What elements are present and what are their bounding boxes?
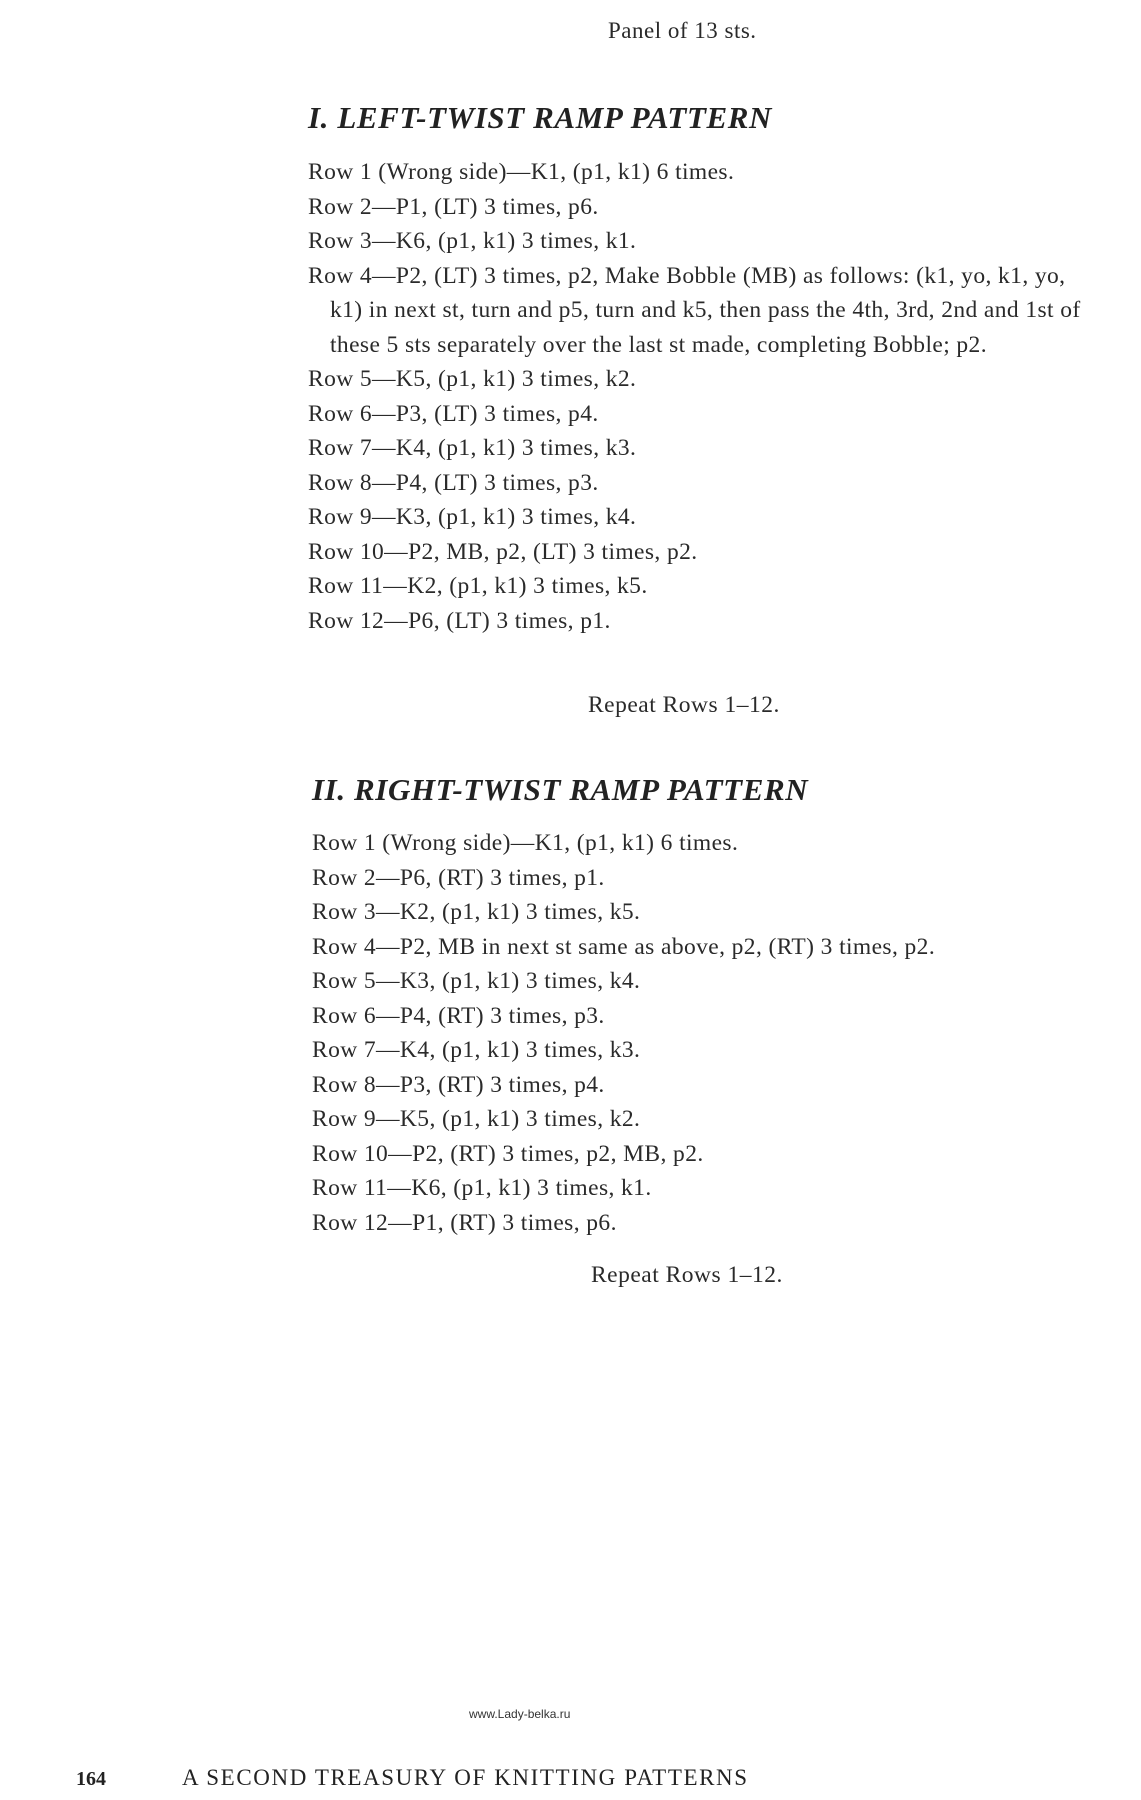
pattern-row: Row 7—K4, (p1, k1) 3 times, k3. xyxy=(312,1037,641,1063)
pattern-row: Row 12—P6, (LT) 3 times, p1. xyxy=(308,607,611,634)
book-title: A SECOND TREASURY OF KNITTING PATTERNS xyxy=(182,1765,749,1790)
pattern-row: Row 10—P2, MB, p2, (LT) 3 times, p2. xyxy=(308,538,698,565)
pattern-row: Row 2—P6, (RT) 3 times, p1. xyxy=(312,864,605,891)
pattern-row: Row 3—K2, (p1, k1) 3 times, k5. xyxy=(312,899,641,925)
pattern-row: Row 5—K5, (p1, k1) 3 times, k2. xyxy=(308,366,637,392)
page-footer xyxy=(76,1765,749,1791)
pattern-row: Row 7—K4, (p1, k1) 3 times, k3. xyxy=(308,435,637,461)
pattern-row: Row 11—K2, (p1, k1) 3 times, k5. xyxy=(308,573,648,599)
pattern-row: Row 1 (Wrong side)—K1, (p1, k1) 6 times. xyxy=(308,159,735,185)
instructions-right-twist xyxy=(312,826,1117,1240)
page-number: 164 xyxy=(76,1768,106,1790)
pattern-row: Row 12—P1, (RT) 3 times, p6. xyxy=(312,1209,617,1236)
pattern-row: Row 9—K3, (p1, k1) 3 times, k4. xyxy=(308,504,637,530)
pattern-row: Row 10—P2, (RT) 3 times, p2, MB, p2. xyxy=(312,1140,704,1167)
pattern-row: Row 8—P3, (RT) 3 times, p4. xyxy=(312,1071,605,1098)
pattern-row: Row 9—K5, (p1, k1) 3 times, k2. xyxy=(312,1106,641,1132)
pattern-row: Row 4—P2, MB in next st same as above, p2, (RT) 3 times, p2. xyxy=(312,933,936,960)
pattern-row: Row 3—K6, (p1, k1) 3 times, k1. xyxy=(308,228,637,254)
repeat-note-right-twist: Repeat Rows 1–12. xyxy=(591,1262,783,1288)
pattern-row: Row 8—P4, (LT) 3 times, p3. xyxy=(308,469,599,496)
pattern-row: Row 11—K6, (p1, k1) 3 times, k1. xyxy=(312,1175,652,1201)
section-title-left-twist: I. LEFT-TWIST RAMP PATTERN xyxy=(308,100,773,135)
repeat-note-left-twist: Repeat Rows 1–12. xyxy=(588,692,780,718)
instructions-left-twist xyxy=(308,155,1103,638)
pattern-row: Row 6—P4, (RT) 3 times, p3. xyxy=(312,1002,605,1029)
pattern-row: Row 6—P3, (LT) 3 times, p4. xyxy=(308,400,599,427)
pattern-row: Row 5—K3, (p1, k1) 3 times, k4. xyxy=(312,968,641,994)
pattern-row: Row 2—P1, (LT) 3 times, p6. xyxy=(308,193,599,220)
pattern-row: Row 1 (Wrong side)—K1, (p1, k1) 6 times. xyxy=(312,830,739,856)
pattern-row: Row 4—P2, (LT) 3 times, p2, Make Bobble (MB) as follows: (k1, yo, k1, yo, k1) in next st, turn and p5, turn and k5, then pass the 4th, 3rd, 2nd and 1st of these 5 sts separately over the last st made, completing Bobble; p2. xyxy=(308,262,1081,358)
section-title-right-twist: II. RIGHT-TWIST RAMP PATTERN xyxy=(312,772,809,807)
panel-note: Panel of 13 sts. xyxy=(608,18,757,43)
watermark-link[interactable]: www.Lady-belka.ru xyxy=(469,1707,571,1721)
